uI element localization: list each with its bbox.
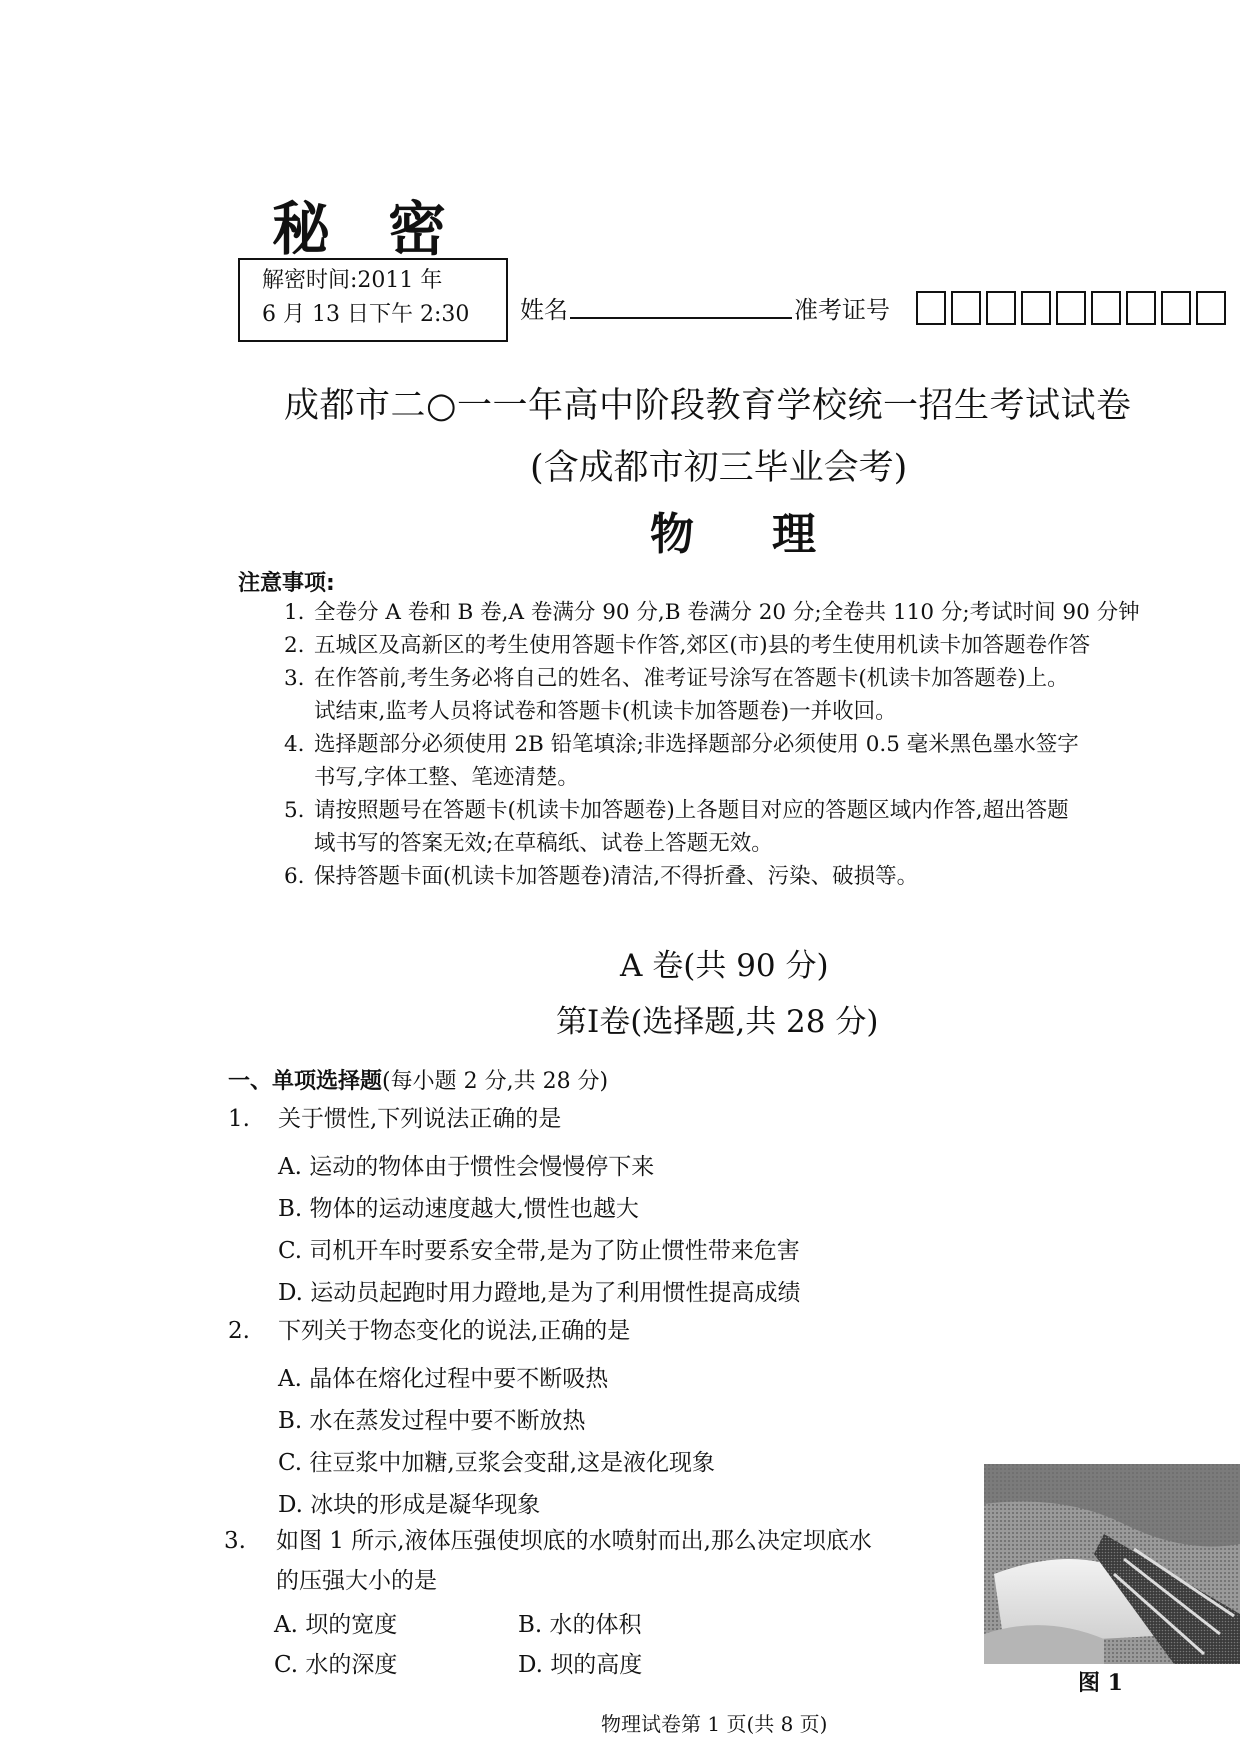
digit-box[interactable] — [1021, 291, 1051, 325]
option-d: D. 运动员起跑时用力蹬地,是为了利用惯性提高成绩 — [278, 1280, 801, 1306]
note-number: 4. — [284, 732, 305, 757]
notes-list — [284, 596, 1140, 893]
note-number: 1. — [284, 600, 305, 625]
note-text: 书写,字体工整、笔迹清楚。 — [314, 765, 579, 790]
digit-box[interactable] — [1161, 291, 1191, 325]
note-item — [284, 596, 1140, 629]
option-b: B. 物体的运动速度越大,惯性也越大 — [278, 1196, 639, 1222]
option-c: C. 水的深度 — [274, 1652, 398, 1678]
exam-title: 成都市二○一一年高中阶段教育学校统一招生考试试卷 — [284, 386, 1132, 426]
note-text: 选择题部分必须使用 2B 铅笔填涂;非选择题部分必须使用 0.5 毫米黑色墨水签字 — [314, 732, 1079, 757]
digit-box[interactable] — [916, 291, 946, 325]
declassify-box — [238, 258, 508, 342]
exam-subtitle: (含成都市初三毕业会考) — [530, 448, 908, 488]
digit-box[interactable] — [1196, 291, 1226, 325]
note-number: 2. — [284, 633, 305, 658]
option-a: A. 晶体在熔化过程中要不断吸热 — [278, 1366, 609, 1392]
question-number: 3. — [224, 1528, 246, 1554]
part-1-title: 第Ⅰ卷(选择题,共 28 分) — [556, 1004, 879, 1040]
note-text: 全卷分 A 卷和 B 卷,A 卷满分 90 分,B 卷满分 20 分;全卷共 110 分;考试时间 90 分钟 — [314, 600, 1140, 625]
name-field[interactable] — [570, 316, 792, 319]
note-item — [284, 662, 1140, 728]
candidate-info-row — [520, 290, 1231, 325]
dam-photo — [984, 1464, 1240, 1664]
question-stem-continued: 的压强大小的是 — [276, 1568, 437, 1594]
subject-title: 物理 — [650, 509, 894, 560]
digit-box[interactable] — [1126, 291, 1156, 325]
note-text: 试结束,监考人员将试卷和答题卡(机读卡加答题卷)一并收回。 — [314, 699, 897, 724]
option-b: B. 水的体积 — [518, 1612, 642, 1638]
candidate-number-boxes[interactable] — [916, 291, 1231, 325]
name-label: 姓名 — [520, 296, 568, 324]
question-stem: 如图 1 所示,液体压强使坝底的水喷射而出,那么决定坝底水 — [276, 1528, 872, 1554]
option-d: D. 冰块的形成是凝华现象 — [278, 1492, 541, 1518]
notes-heading: 注意事项: — [238, 571, 335, 596]
page-footer: 物理试卷第 1 页(共 8 页) — [601, 1712, 828, 1736]
note-text: 保持答题卡面(机读卡加答题卷)清洁,不得折叠、污染、破损等。 — [314, 864, 919, 889]
note-text: 五城区及高新区的考生使用答题卡作答,郊区(市)县的考生使用机读卡加答题卷作答 — [314, 633, 1091, 658]
question-stem: 关于惯性,下列说法正确的是 — [278, 1106, 562, 1132]
question-stem: 下列关于物态变化的说法,正确的是 — [278, 1318, 631, 1344]
option-d: D. 坝的高度 — [518, 1652, 643, 1678]
secret-mark: 秘密 — [272, 195, 505, 263]
option-c: C. 往豆浆中加糖,豆浆会变甜,这是液化现象 — [278, 1450, 716, 1476]
candidate-number-label: 准考证号 — [794, 296, 890, 324]
question-number: 1. — [228, 1106, 250, 1132]
question-group-label: 一、单项选择题 — [228, 1069, 383, 1094]
option-c: C. 司机开车时要系安全带,是为了防止惯性带来危害 — [278, 1238, 800, 1264]
question-group-scoring: (每小题 2 分,共 28 分) — [382, 1069, 609, 1094]
option-a: A. 运动的物体由于惯性会慢慢停下来 — [278, 1154, 655, 1180]
section-a-title: A 卷(共 90 分) — [620, 948, 829, 984]
note-item — [284, 728, 1140, 794]
note-item — [284, 794, 1140, 860]
note-text: 域书写的答案无效;在草稿纸、试卷上答题无效。 — [314, 831, 773, 856]
digit-box[interactable] — [1091, 291, 1121, 325]
declassify-line-2: 6 月 13 日下午 2:30 — [262, 302, 470, 327]
option-a: A. 坝的宽度 — [274, 1612, 398, 1638]
figure-caption: 图 1 — [1078, 1670, 1123, 1696]
question-group-heading — [228, 1064, 608, 1095]
note-item — [284, 629, 1140, 662]
digit-box[interactable] — [951, 291, 981, 325]
note-number: 3. — [284, 666, 305, 691]
digit-box[interactable] — [986, 291, 1016, 325]
option-b: B. 水在蒸发过程中要不断放热 — [278, 1408, 586, 1434]
note-text: 在作答前,考生务必将自己的姓名、准考证号涂写在答题卡(机读卡加答题卷)上。 — [314, 666, 1069, 691]
note-number: 5. — [284, 798, 305, 823]
question-number: 2. — [228, 1318, 250, 1344]
note-number: 6. — [284, 864, 305, 889]
digit-box[interactable] — [1056, 291, 1086, 325]
note-item — [284, 860, 1140, 893]
declassify-line-1: 解密时间:2011 年 — [262, 268, 443, 293]
note-text: 请按照题号在答题卡(机读卡加答题卷)上各题目对应的答题区域内作答,超出答题 — [314, 798, 1069, 823]
